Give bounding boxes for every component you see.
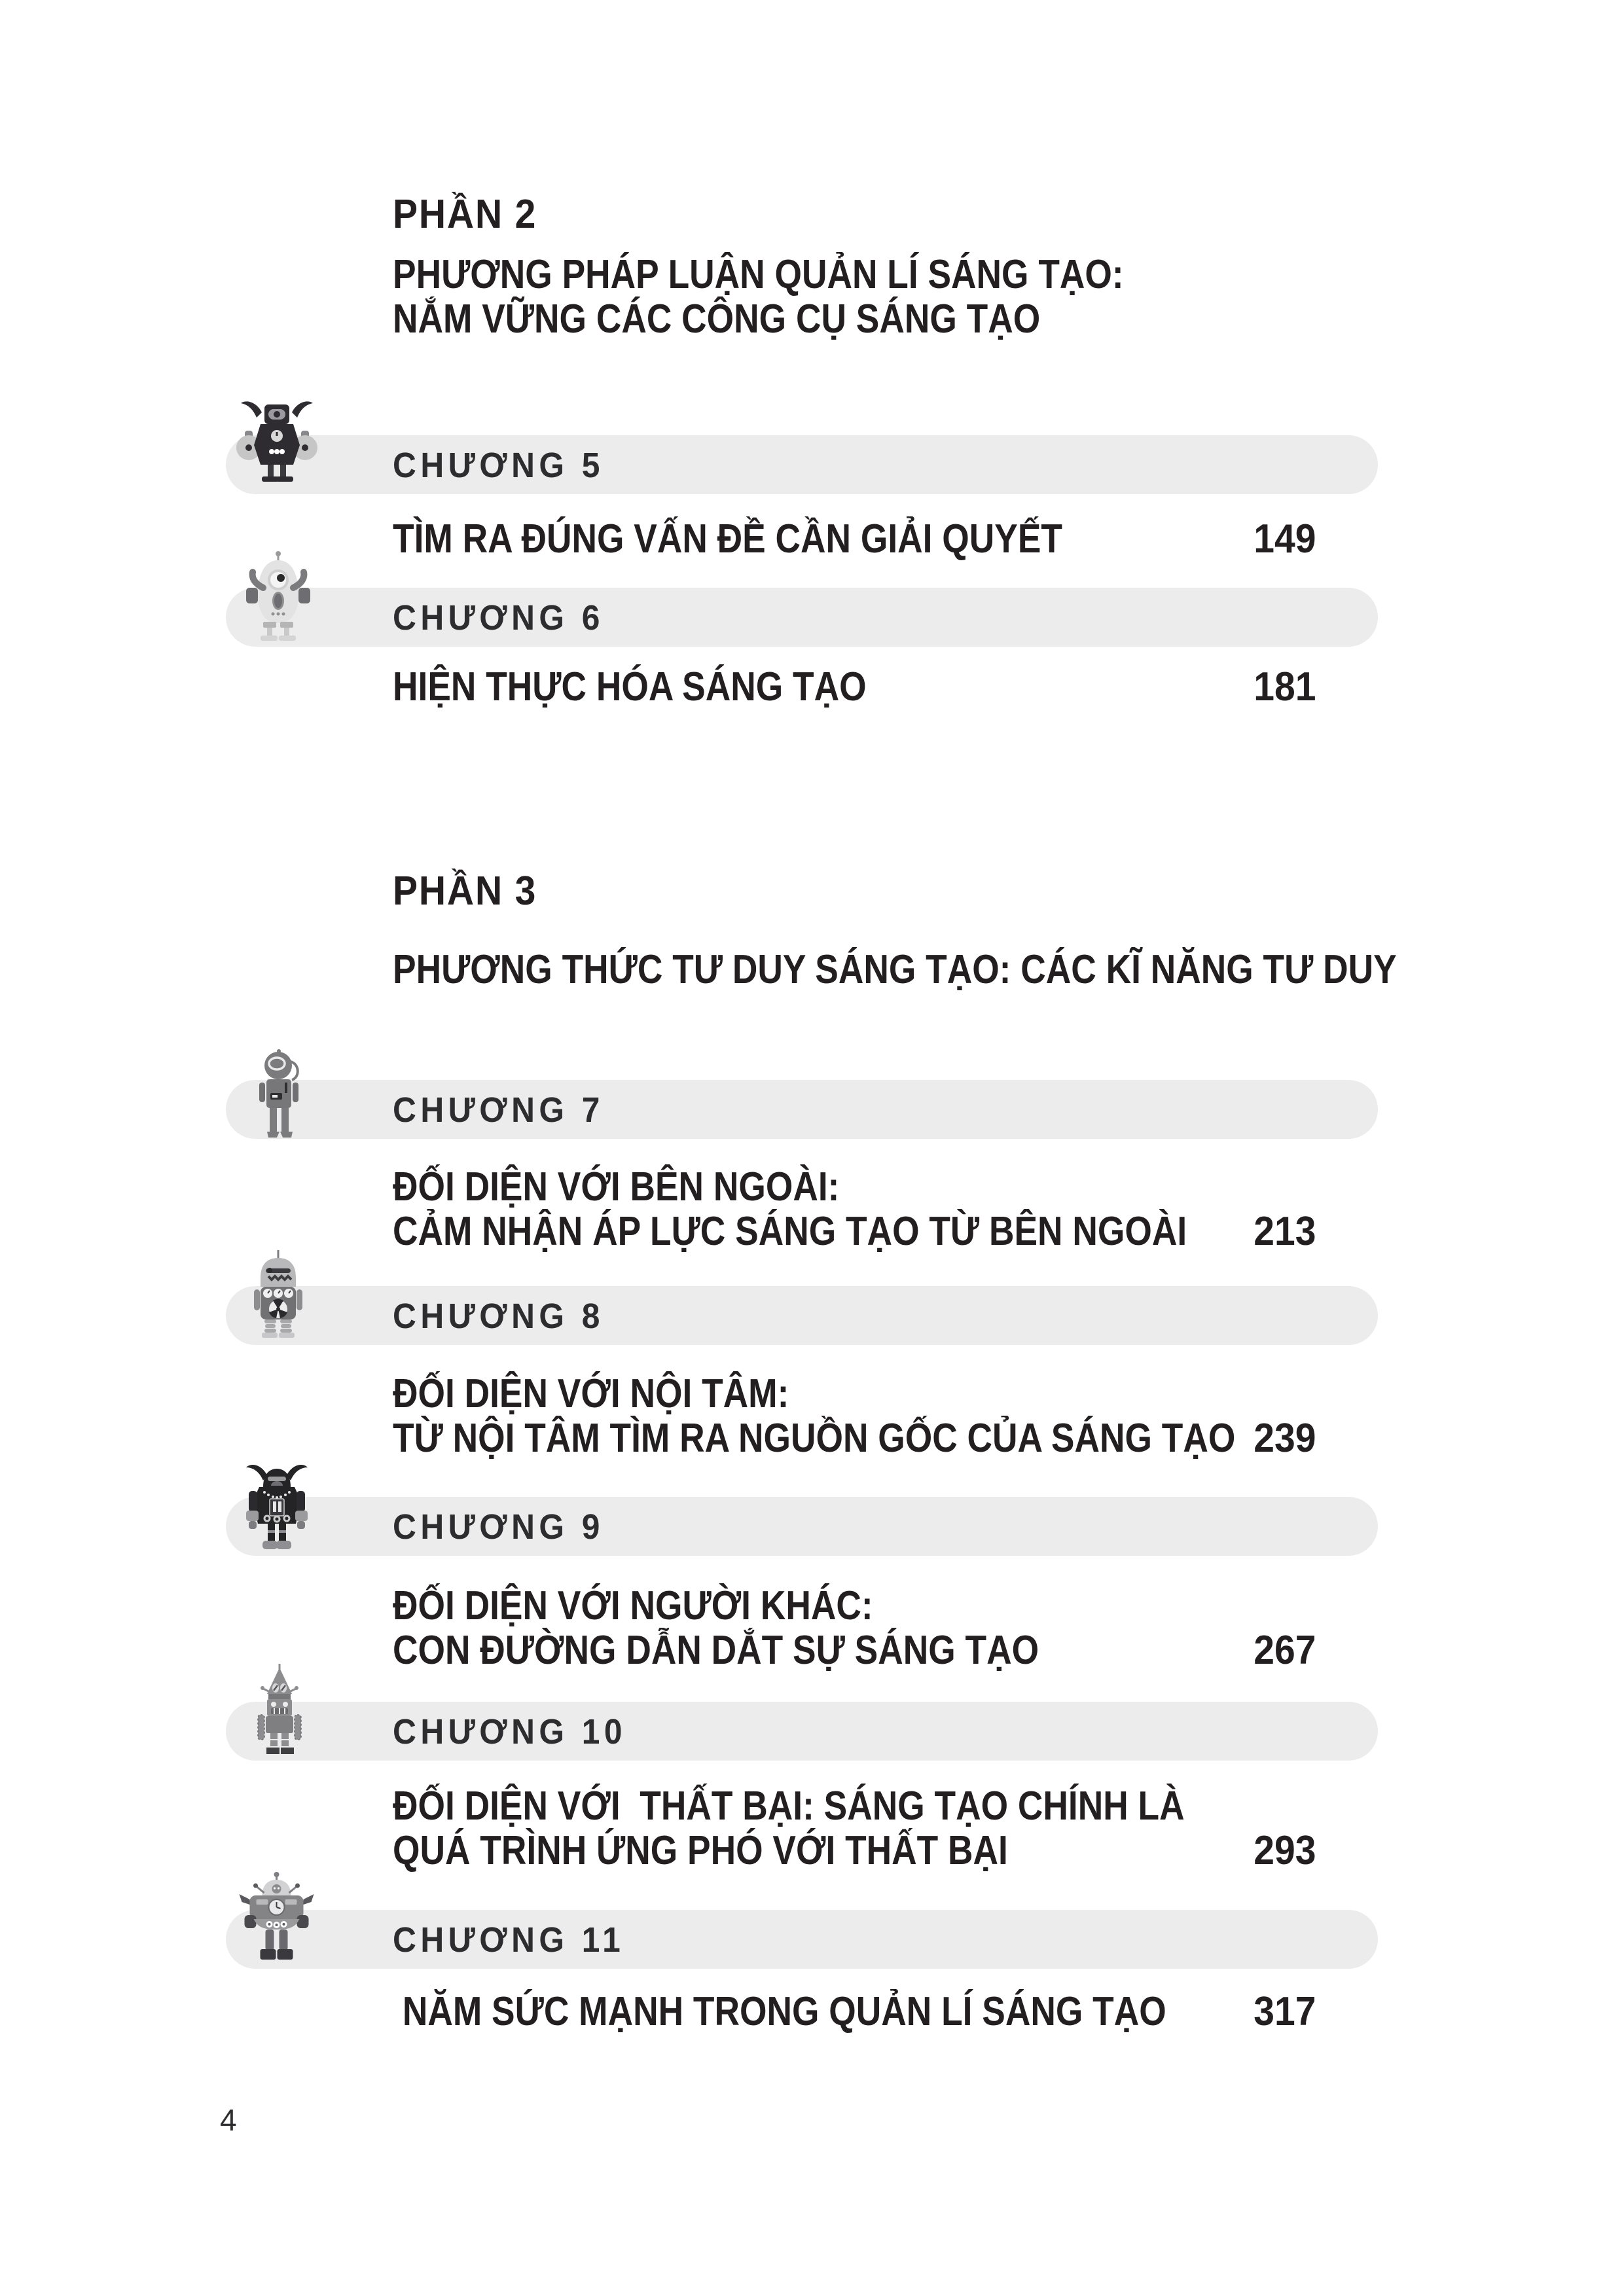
- chapter-11-title: NĂM SỨC MẠNH TRONG QUẢN LÍ SÁNG TẠO: [393, 1989, 1166, 2034]
- chapter-8-title-line-1: ĐỐI DIỆN VỚI NỘI TÂM:: [393, 1371, 789, 1416]
- chapter-9-title-line-1: ĐỐI DIỆN VỚI NGƯỜI KHÁC:: [393, 1583, 873, 1628]
- dark-horned-robot-icon: [228, 1460, 326, 1558]
- part-3-title: PHẦN 3: [393, 869, 537, 914]
- tower-robot-icon: [230, 1664, 329, 1762]
- saucer-tank-robot-icon: [223, 1871, 331, 1969]
- chapter-7-page-number: 213: [1253, 1209, 1316, 1254]
- chapter-10-band: [226, 1702, 1378, 1761]
- part-3-subtitle: [393, 948, 1560, 992]
- chapter-5-title: TÌM RA ĐÚNG VẤN ĐỀ CẦN GIẢI QUYẾT: [393, 516, 1062, 562]
- chapter-7-band: [226, 1080, 1378, 1139]
- chapter-10-page-number: 293: [1253, 1828, 1316, 1873]
- part-2-subtitle-line-2: NẮM VỮNG CÁC CÔNG CỤ SÁNG TẠO: [393, 296, 1041, 342]
- chapter-10-title-line-1: ĐỐI DIỆN VỚI THẤT BẠI: SÁNG TẠO CHÍNH LÀ: [393, 1784, 1185, 1829]
- chapter-8-entry: [393, 1372, 1316, 1461]
- chapter-11-band: [226, 1910, 1378, 1969]
- chapter-11-page-number: 317: [1253, 1989, 1316, 2034]
- chapter-8-title-line-2: TỪ NỘI TÂM TÌM RA NGUỒN GỐC CỦA SÁNG TẠO: [393, 1416, 1236, 1461]
- chapter-5-band: [226, 435, 1378, 494]
- chapter-6-band: [226, 588, 1378, 647]
- chapter-10-label: CHƯƠNG 10: [393, 1712, 626, 1751]
- viking-saw-robot-icon: [228, 397, 326, 495]
- chapter-9-page-number: 267: [1253, 1628, 1316, 1673]
- chapter-10-title-line-2: QUÁ TRÌNH ỨNG PHÓ VỚI THẤT BẠI: [393, 1828, 1008, 1873]
- chapter-5-page-number: 149: [1253, 516, 1316, 562]
- chapter-5-entry: [393, 517, 1316, 562]
- chapter-6-page-number: 181: [1253, 664, 1316, 709]
- chapter-8-page-number: 239: [1253, 1416, 1316, 1461]
- chapter-11-entry: [393, 1990, 1316, 2034]
- chapter-9-label: CHƯƠNG 9: [393, 1507, 604, 1547]
- chapter-5-label: CHƯƠNG 5: [393, 446, 604, 485]
- part-2-subtitle-line-1: PHƯƠNG PHÁP LUẬN QUẢN LÍ SÁNG TẠO:: [393, 252, 1124, 297]
- chapter-11-label: CHƯƠNG 11: [393, 1920, 625, 1960]
- chapter-6-entry: [393, 665, 1316, 709]
- part-2-subtitle: [393, 253, 1242, 342]
- chapter-8-label: CHƯƠNG 8: [393, 1297, 604, 1336]
- chapter-7-label: CHƯƠNG 7: [393, 1090, 604, 1130]
- chapter-7-title-line-2: CẢM NHẬN ÁP LỰC SÁNG TẠO TỪ BÊN NGOÀI: [393, 1209, 1187, 1254]
- chapter-9-title-line-2: CON ĐƯỜNG DẪN DẮT SỰ SÁNG TẠO: [393, 1628, 1039, 1673]
- chapter-7-title-line-1: ĐỐI DIỆN VỚI BÊN NGOÀI:: [393, 1164, 840, 1210]
- rocket-robot-icon: [229, 550, 327, 648]
- chapter-6-label: CHƯƠNG 6: [393, 598, 604, 637]
- chapter-9-entry: [393, 1584, 1316, 1673]
- radiation-robot-icon: [229, 1249, 327, 1347]
- part-2-title: PHẦN 2: [393, 192, 537, 237]
- diver-robot-icon: [230, 1043, 329, 1141]
- folio-page-number: 4: [220, 2103, 237, 2137]
- chapter-8-band: [226, 1286, 1378, 1345]
- chapter-10-entry: [393, 1784, 1316, 1873]
- chapter-7-entry: [393, 1165, 1316, 1254]
- part-3-subtitle-line-1: PHƯƠNG THỨC TƯ DUY SÁNG TẠO: CÁC KĨ NĂNG TƯ DUY: [393, 947, 1397, 992]
- chapter-6-title: HIỆN THỰC HÓA SÁNG TẠO: [393, 664, 867, 709]
- chapter-9-band: [226, 1497, 1378, 1556]
